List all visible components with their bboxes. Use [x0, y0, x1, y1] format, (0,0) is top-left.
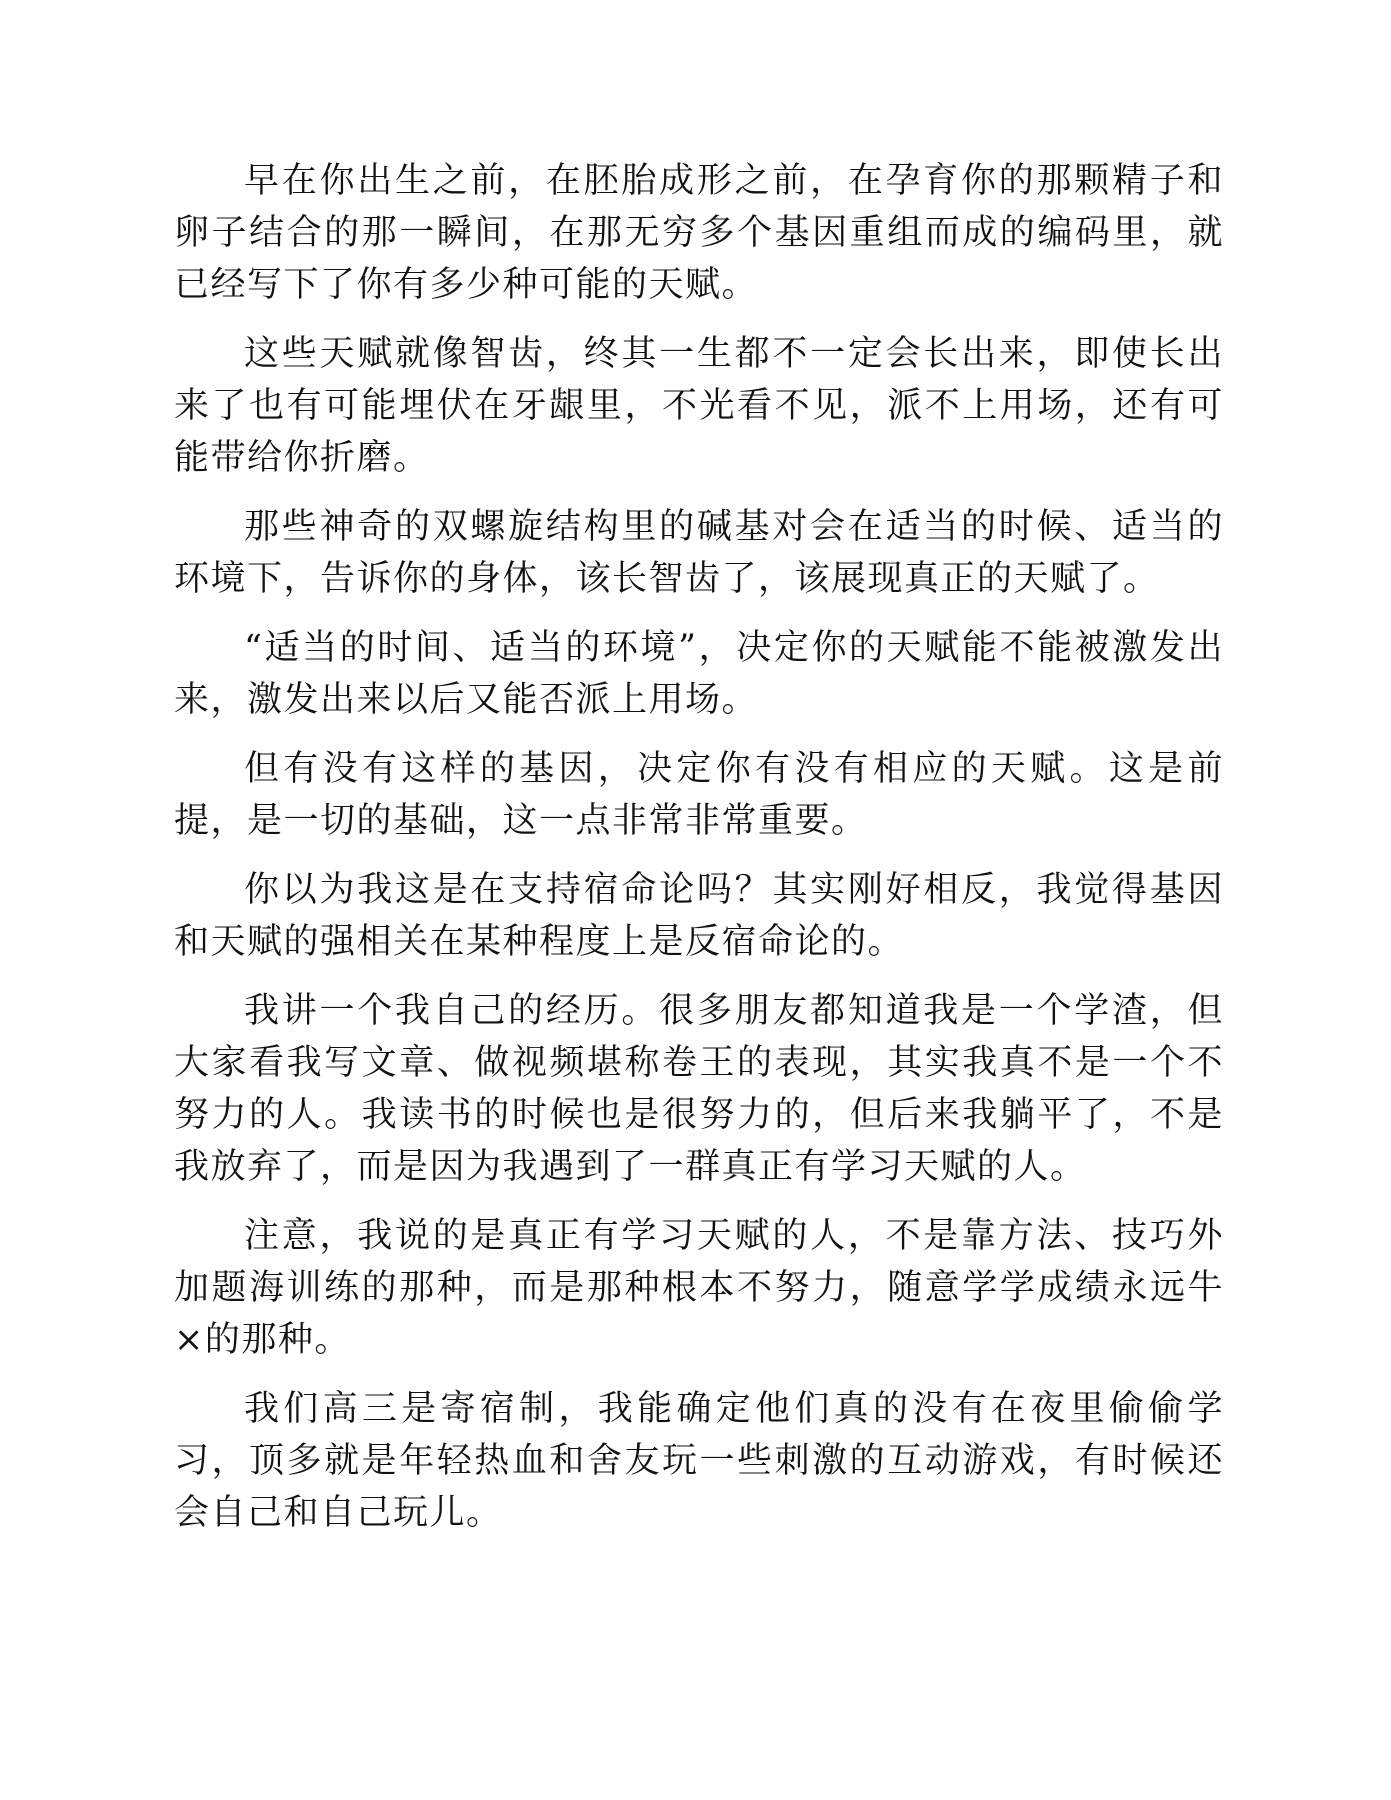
paragraph-5: 但有没有这样的基因，决定你有没有相应的天赋。这是前提，是一切的基础，这一点非常非常重要。	[174, 749, 1224, 841]
paragraph-3: 那些神奇的双螺旋结构里的碱基对会在适当的时候、适当的环境下，告诉你的身体，该长智齿了，该展现真正的天赋了。	[174, 507, 1224, 599]
paragraph-8: 注意，我说的是真正有学习天赋的人，不是靠方法、技巧外加题海训练的那种，而是那种根本不努力，随意学学成绩永远牛×的那种。	[174, 1216, 1224, 1360]
paragraph-4: “适当的时间、适当的环境”，决定你的天赋能不能被激发出来，激发出来以后又能否派上用场。	[174, 628, 1224, 720]
document-page	[174, 155, 1224, 1539]
paragraph-1: 早在你出生之前，在胚胎成形之前，在孕育你的那颗精子和卵子结合的那一瞬间，在那无穷多个基因重组而成的编码里，就已经写下了你有多少种可能的天赋。	[174, 161, 1224, 305]
paragraph-7: 我讲一个我自己的经历。很多朋友都知道我是一个学渣，但大家看我写文章、做视频堪称卷王的表现，其实我真不是一个不努力的人。我读书的时候也是很努力的，但后来我躺平了，不是我放弃了，而是因为我遇到了一群真正有学习天赋的人。	[174, 991, 1224, 1187]
paragraph-9: 我们高三是寄宿制，我能确定他们真的没有在夜里偷偷学习，顶多就是年轻热血和舍友玩一些刺激的互动游戏，有时候还会自己和自己玩儿。	[174, 1389, 1224, 1533]
paragraph-2: 这些天赋就像智齿，终其一生都不一定会长出来，即使长出来了也有可能埋伏在牙龈里，不光看不见，派不上用场，还有可能带给你折磨。	[174, 334, 1224, 478]
paragraph-6: 你以为我这是在支持宿命论吗？其实刚好相反，我觉得基因和天赋的强相关在某种程度上是反宿命论的。	[174, 870, 1224, 962]
